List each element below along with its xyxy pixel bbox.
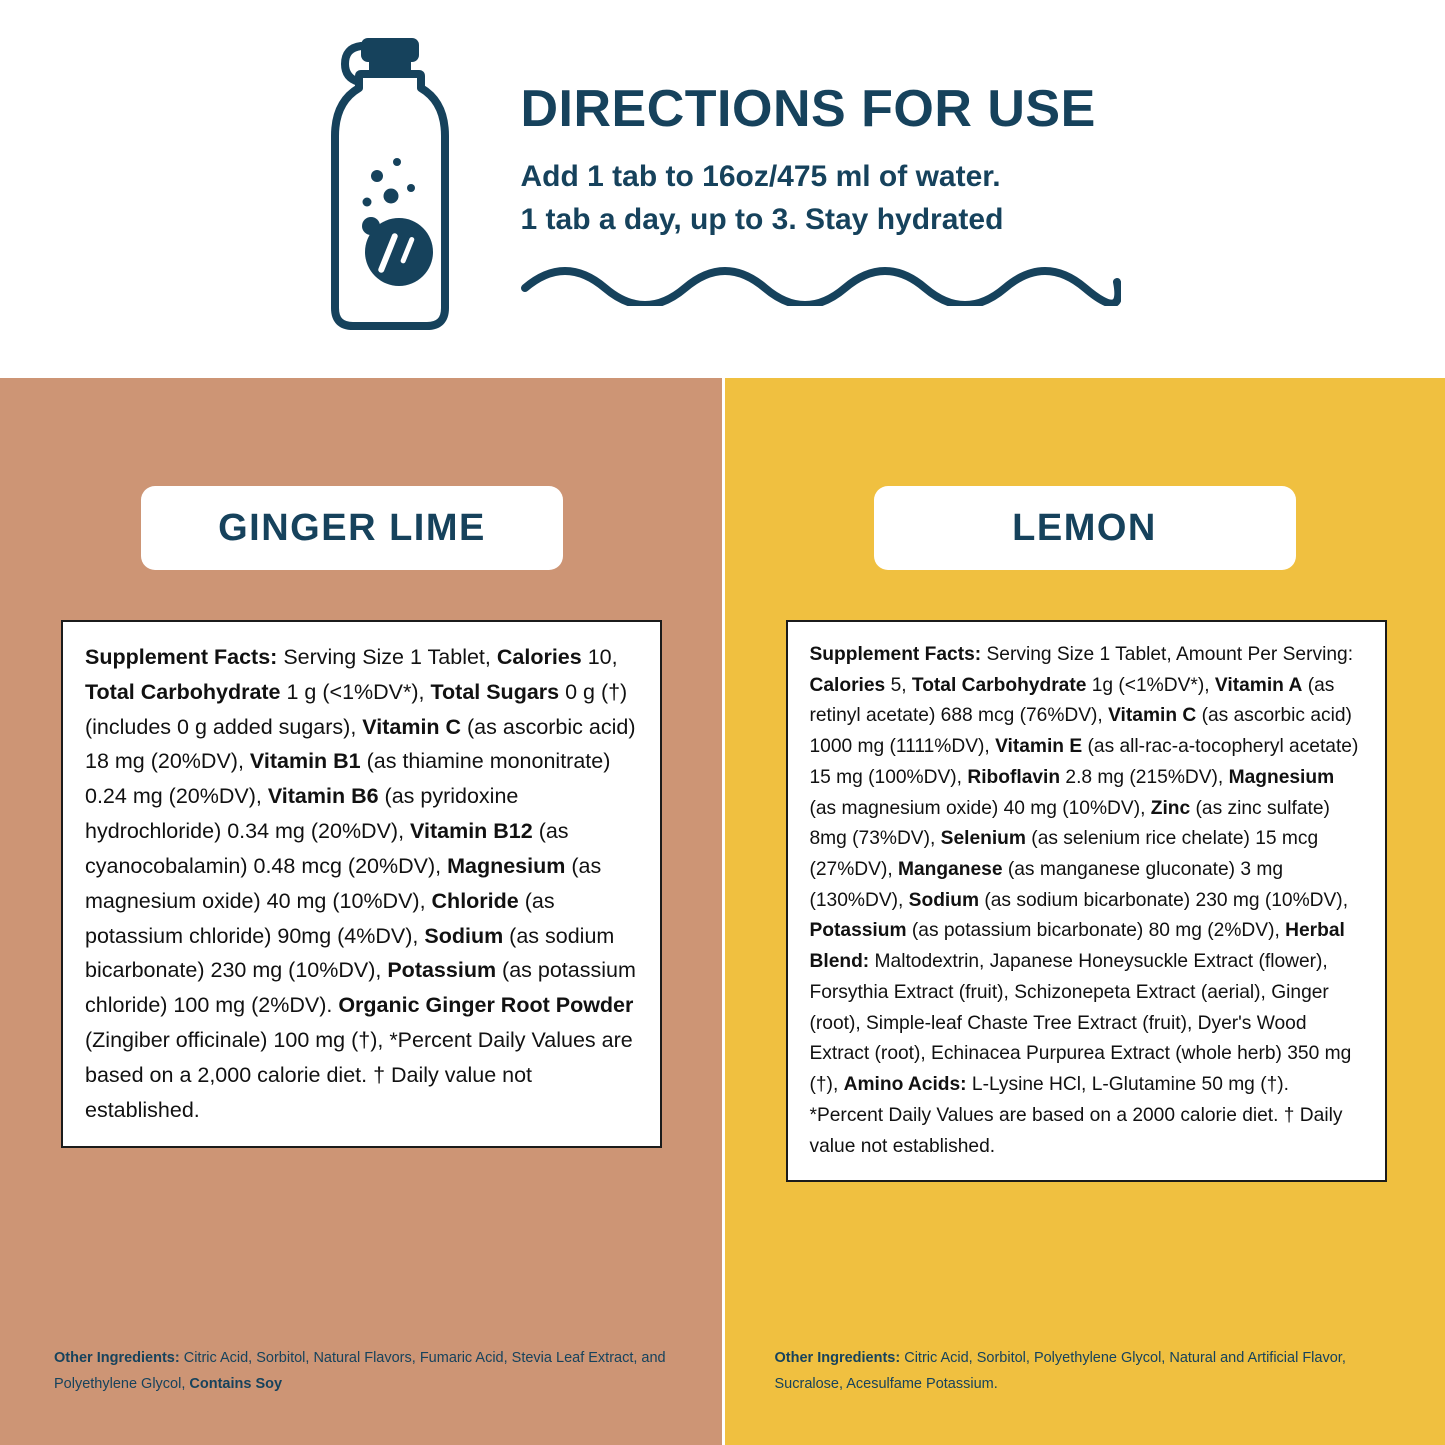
page-title: DIRECTIONS FOR USE <box>520 80 1096 138</box>
water-bottle-icon <box>325 26 485 338</box>
flavor-name: GINGER LIME <box>218 506 486 549</box>
supplement-facts-text: Supplement Facts: Serving Size 1 Tablet, Amount Per Serving: Calories 5, Total Carbohydrate 1g (<1%DV*), Vitamin A (as retinyl acetate) 688 mcg (76%DV), Vitamin C (as ascorbic acid) 1000 mg (1111%DV), Vitamin E (as all-rac-a-tocopheryl acetate) 15 mg (100%DV), Riboflavin 2.8 mg (215%DV), Magnesium (as magnesium oxide) 40 mg (10%DV), Zinc (as zinc sulfate) 8mg (73%DV), Selenium (as selenium rice chelate) 15 mcg (27%DV), Manganese (as manganese gluconate) 3 mg (130%DV), Sodium (as sodium bicarbonate) 230 mg (10%DV), Potassium (as potassium bicarbonate) 80 mg (2%DV), Herbal Blend: Maltodextrin, Japanese Honeysuckle Extract (flower), Forsythia Extract (fruit), Schizonepeta Extract (aerial), Ginger (root), Simple-leaf Chaste Tree Extract (fruit), Dyer's Wood Extract (root), Echinacea Purpurea Extract (whole herb) 350 mg (†), Amino Acids: L-Lysine HCl, L-Glutamine 50 mg (†). *Percent Daily Values are based on a 2000 calorie diet. † Daily value not established. <box>809 644 1359 1157</box>
supplement-facts-ginger-lime <box>61 620 662 1148</box>
panel-lemon <box>723 378 1445 1445</box>
header-inner <box>325 26 1121 338</box>
other-ingredients-lemon: Other Ingredients: Citric Acid, Sorbitol, Polyethylene Glycol, Natural and Artificial Flavor, Sucralose, Acesulfame Potassium. <box>774 1350 1346 1392</box>
flavor-badge-lemon <box>874 486 1296 570</box>
directions-line-1: Add 1 tab to 16oz/475 ml of water. <box>520 159 1001 193</box>
flavor-name: LEMON <box>1012 506 1157 549</box>
panel-divider <box>722 378 725 1445</box>
directions-header <box>0 0 1445 378</box>
supplement-facts-lemon <box>786 620 1387 1182</box>
other-ingredients-ginger-lime: Other Ingredients: Citric Acid, Sorbitol, Natural Flavors, Fumaric Acid, Stevia Leaf Extract, and Polyethylene Glycol, Contains Soy <box>54 1350 666 1392</box>
directions-line-2: 1 tab a day, up to 3. Stay hydrated <box>520 203 1004 237</box>
header-text-block <box>521 26 1121 311</box>
wave-divider-icon <box>521 258 1121 311</box>
panel-ginger-lime <box>0 378 723 1445</box>
flavor-badge-ginger-lime <box>141 486 563 570</box>
supplement-facts-text: Supplement Facts: Serving Size 1 Tablet, Calories 10, Total Carbohydrate 1 g (<1%DV*), Total Sugars 0 g (†) (includes 0 g added sugars), Vitamin C (as ascorbic acid) 18 mg (20%DV), Vitamin B1 (as thiamine mononitrate) 0.24 mg (20%DV), Vitamin B6 (as pyridoxine hydrochloride) 0.34 mg (20%DV), Vitamin B12 (as cyanocobalamin) 0.48 mcg (20%DV), Magnesium (as magnesium oxide) 40 mg (10%DV), Chloride (as potassium chloride) 90mg (4%DV), Sodium (as sodium bicarbonate) 230 mg (10%DV), Potassium (as potassium chloride) 100 mg (2%DV). Organic Ginger Root Powder (Zingiber officinale) 100 mg (†), *Percent Daily Values are based on a 2,000 calorie diet. † Daily value not established. <box>85 645 636 1122</box>
